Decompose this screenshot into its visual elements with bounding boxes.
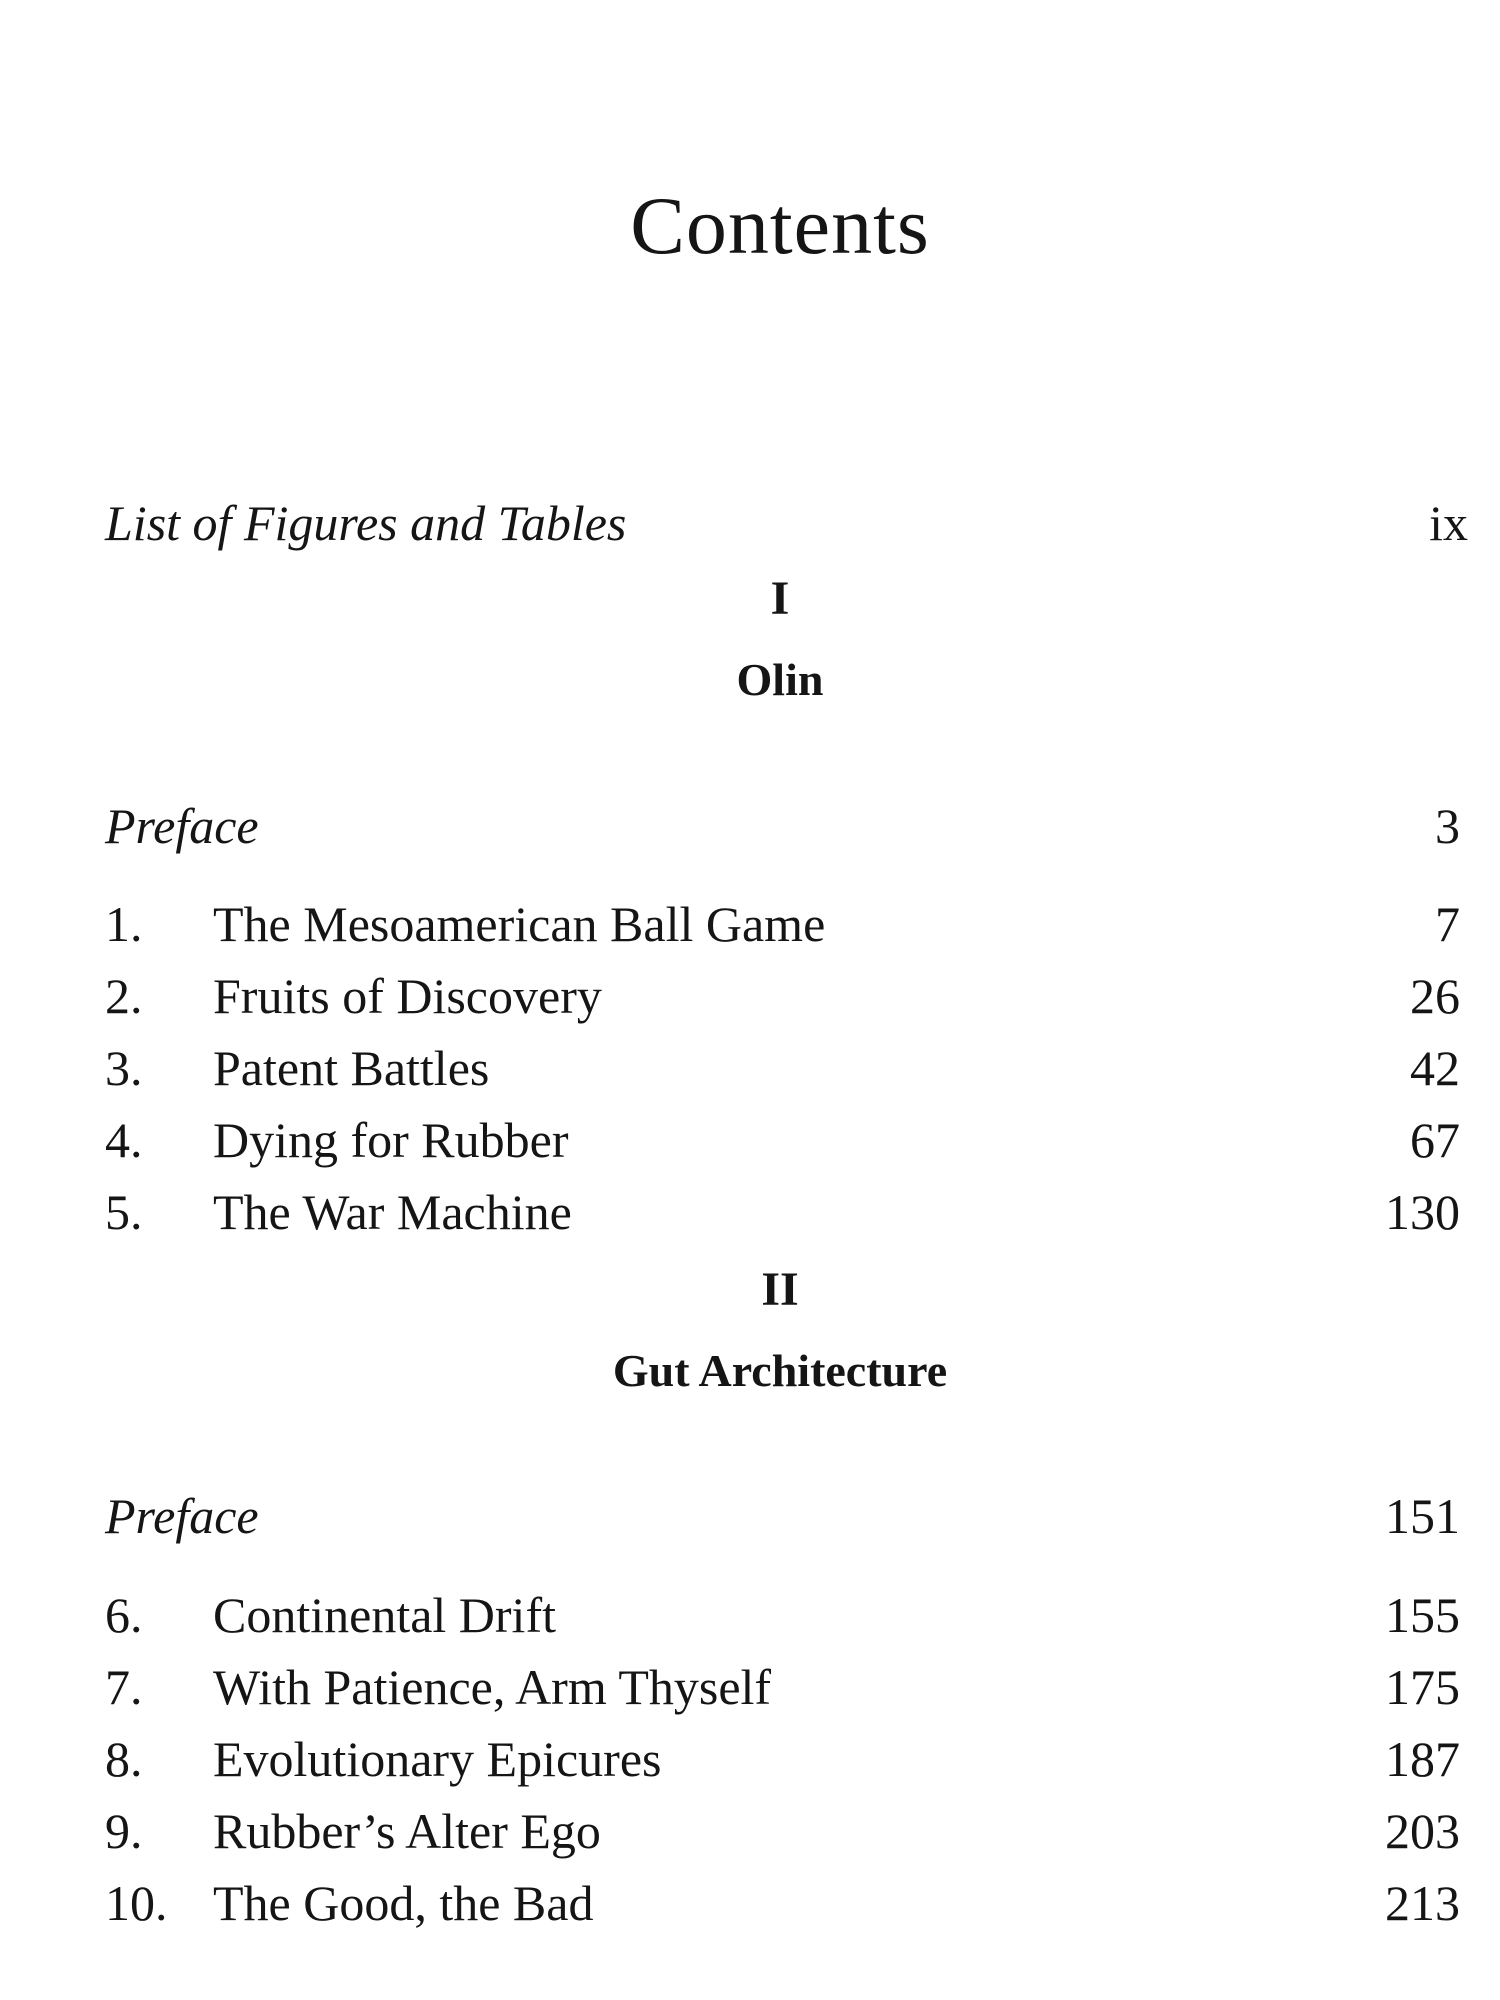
entry-page: 203 xyxy=(1385,1803,1460,1859)
toc-entry-chapter[interactable] xyxy=(105,1727,1460,1791)
entry-title: Evolutionary Epicures xyxy=(213,1731,662,1787)
entry-page: 175 xyxy=(1385,1659,1460,1715)
entry-title: Patent Battles xyxy=(213,1040,490,1096)
entry-title: Rubber’s Alter Ego xyxy=(213,1803,601,1859)
entry-page: ix xyxy=(1429,495,1468,551)
part-numeral: II xyxy=(761,1263,799,1316)
entry-page: 187 xyxy=(1385,1731,1460,1787)
part-title: Olin xyxy=(736,654,824,705)
chapter-number: 4. xyxy=(105,1112,143,1168)
entry-page: 7 xyxy=(1435,896,1460,952)
chapter-number: 1. xyxy=(105,896,143,952)
entry-title: The Mesoamerican Ball Game xyxy=(213,896,826,952)
chapter-number: 2. xyxy=(105,968,143,1024)
toc-entry-chapter[interactable] xyxy=(105,1655,1460,1719)
chapter-number: 6. xyxy=(105,1587,143,1643)
entry-title: The Good, the Bad xyxy=(213,1875,594,1931)
entry-title: The War Machine xyxy=(213,1184,572,1240)
toc-entry-preface[interactable] xyxy=(105,794,1460,858)
toc-entry-chapter[interactable] xyxy=(105,892,1460,956)
toc-entry-preface[interactable] xyxy=(105,1484,1460,1548)
toc-entry-chapter[interactable] xyxy=(105,1799,1460,1863)
entry-page: 67 xyxy=(1410,1112,1460,1168)
entry-page: 26 xyxy=(1410,968,1460,1024)
chapter-number: 9. xyxy=(105,1803,143,1859)
toc-entry-chapter[interactable] xyxy=(105,1108,1460,1172)
entry-title: Preface xyxy=(105,798,259,854)
entry-title: With Patience, Arm Thyself xyxy=(213,1659,772,1715)
entry-title: Continental Drift xyxy=(213,1587,556,1643)
page-title: Contents xyxy=(630,180,930,271)
chapter-number: 10. xyxy=(105,1875,168,1931)
part-numeral: I xyxy=(770,572,790,625)
toc-entry-chapter[interactable] xyxy=(105,964,1460,1028)
entry-page: 3 xyxy=(1435,798,1460,854)
entry-page: 130 xyxy=(1385,1184,1460,1240)
entry-page: 42 xyxy=(1410,1040,1460,1096)
toc-entry-chapter[interactable] xyxy=(105,1871,1460,1935)
entry-title: Preface xyxy=(105,1488,259,1544)
chapter-number: 7. xyxy=(105,1659,143,1715)
entry-title: List of Figures and Tables xyxy=(105,495,627,551)
toc-entry-list-of-figures[interactable] xyxy=(105,491,1468,555)
entry-page: 155 xyxy=(1385,1587,1460,1643)
entry-title: Dying for Rubber xyxy=(213,1112,569,1168)
chapter-number: 3. xyxy=(105,1040,143,1096)
entry-title: Fruits of Discovery xyxy=(213,968,602,1024)
part-title: Gut Architecture xyxy=(612,1345,948,1396)
toc-entry-chapter[interactable] xyxy=(105,1036,1460,1100)
toc-entry-chapter[interactable] xyxy=(105,1180,1460,1244)
entry-page: 213 xyxy=(1385,1875,1460,1931)
toc-entry-chapter[interactable] xyxy=(105,1583,1460,1647)
entry-page: 151 xyxy=(1385,1488,1460,1544)
chapter-number: 8. xyxy=(105,1731,143,1787)
chapter-number: 5. xyxy=(105,1184,143,1240)
